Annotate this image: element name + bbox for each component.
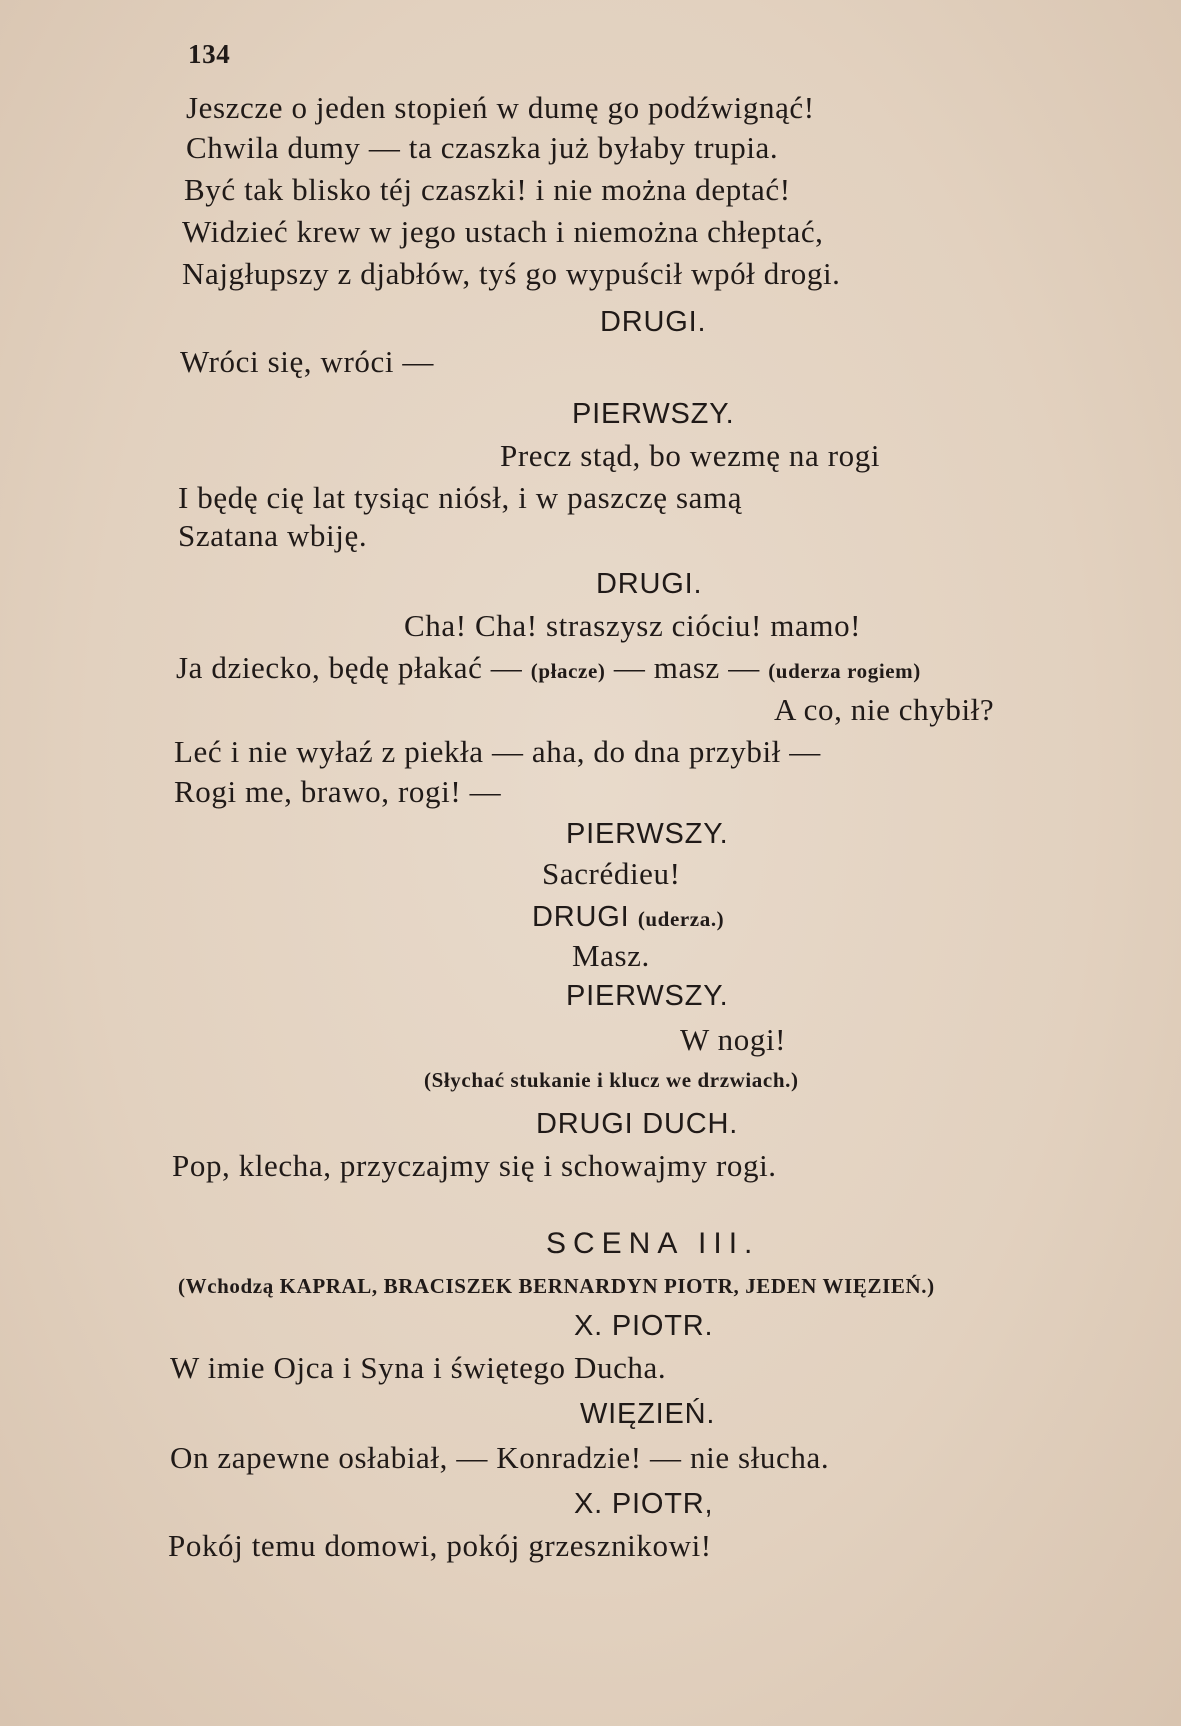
- stage-direction: (Wchodzą KAPRAL, BRACISZEK BERNARDYN PIOTR, JEDEN WIĘZIEŃ.): [178, 1274, 935, 1298]
- speaker-name: DRUGI DUCH.: [536, 1108, 739, 1140]
- verse-line: Wróci się, wróci —: [180, 344, 435, 379]
- speaker-name: X. PIOTR.: [574, 1310, 714, 1342]
- stage-direction: (uderza rogiem): [768, 659, 921, 683]
- stage-direction: (uderza.): [637, 907, 725, 931]
- speaker-name: DRUGI: [532, 901, 630, 933]
- speaker-name: X. PIOTR,: [574, 1488, 714, 1520]
- verse-line: Sacrédieu!: [542, 856, 681, 891]
- verse-text: Ja dziecko, będę płakać —: [176, 650, 523, 685]
- stage-direction: (Słychać stukanie i klucz we drzwiach.): [424, 1068, 799, 1092]
- scene-heading: SCENA III.: [546, 1227, 760, 1260]
- verse-line: W nogi!: [680, 1022, 787, 1057]
- verse-line: Masz.: [572, 938, 650, 973]
- verse-line: Widzieć krew w jego ustach i niemożna chłeptać,: [182, 214, 824, 249]
- verse-line: A co, nie chybił?: [774, 692, 995, 727]
- verse-line: Jeszcze o jeden stopień w dumę go podźwignąć!: [186, 90, 815, 125]
- speaker-name: DRUGI.: [596, 568, 703, 600]
- speaker-name: WIĘZIEŃ.: [580, 1398, 716, 1430]
- speaker-line: [532, 898, 724, 937]
- verse-line: [176, 650, 921, 689]
- verse-line: Najgłupszy z djabłów, tyś go wypuścił wpół drogi.: [182, 256, 841, 291]
- verse-line: Być tak blisko téj czaszki! i nie można deptać!: [184, 172, 791, 207]
- verse-text: — masz —: [613, 650, 760, 685]
- speaker-name: PIERWSZY.: [572, 398, 735, 430]
- verse-line: I będę cię lat tysiąc niósł, i w paszczę samą: [178, 480, 743, 515]
- verse-line: Precz stąd, bo wezmę na rogi: [500, 438, 881, 473]
- verse-line: Leć i nie wyłaź z piekła — aha, do dna przybił —: [174, 734, 821, 769]
- speaker-name: DRUGI.: [600, 306, 707, 338]
- verse-line: On zapewne osłabiał, — Konradzie! — nie słucha.: [170, 1440, 830, 1475]
- stage-direction: (płacze): [530, 659, 606, 683]
- verse-line: Pokój temu domowi, pokój grzesznikowi!: [168, 1528, 712, 1563]
- verse-line: Pop, klecha, przyczajmy się i schowajmy rogi.: [172, 1148, 777, 1183]
- speaker-name: PIERWSZY.: [566, 980, 729, 1012]
- speaker-name: PIERWSZY.: [566, 818, 729, 850]
- verse-line: W imie Ojca i Syna i świętego Ducha.: [170, 1350, 667, 1385]
- verse-line: Szatana wbiję.: [178, 518, 368, 553]
- verse-line: Rogi me, brawo, rogi! —: [174, 774, 502, 809]
- verse-line: Chwila dumy — ta czaszka już byłaby trupia.: [186, 130, 779, 165]
- verse-line: Cha! Cha! straszysz cióciu! mamo!: [404, 608, 862, 643]
- page-number: 134: [188, 39, 231, 69]
